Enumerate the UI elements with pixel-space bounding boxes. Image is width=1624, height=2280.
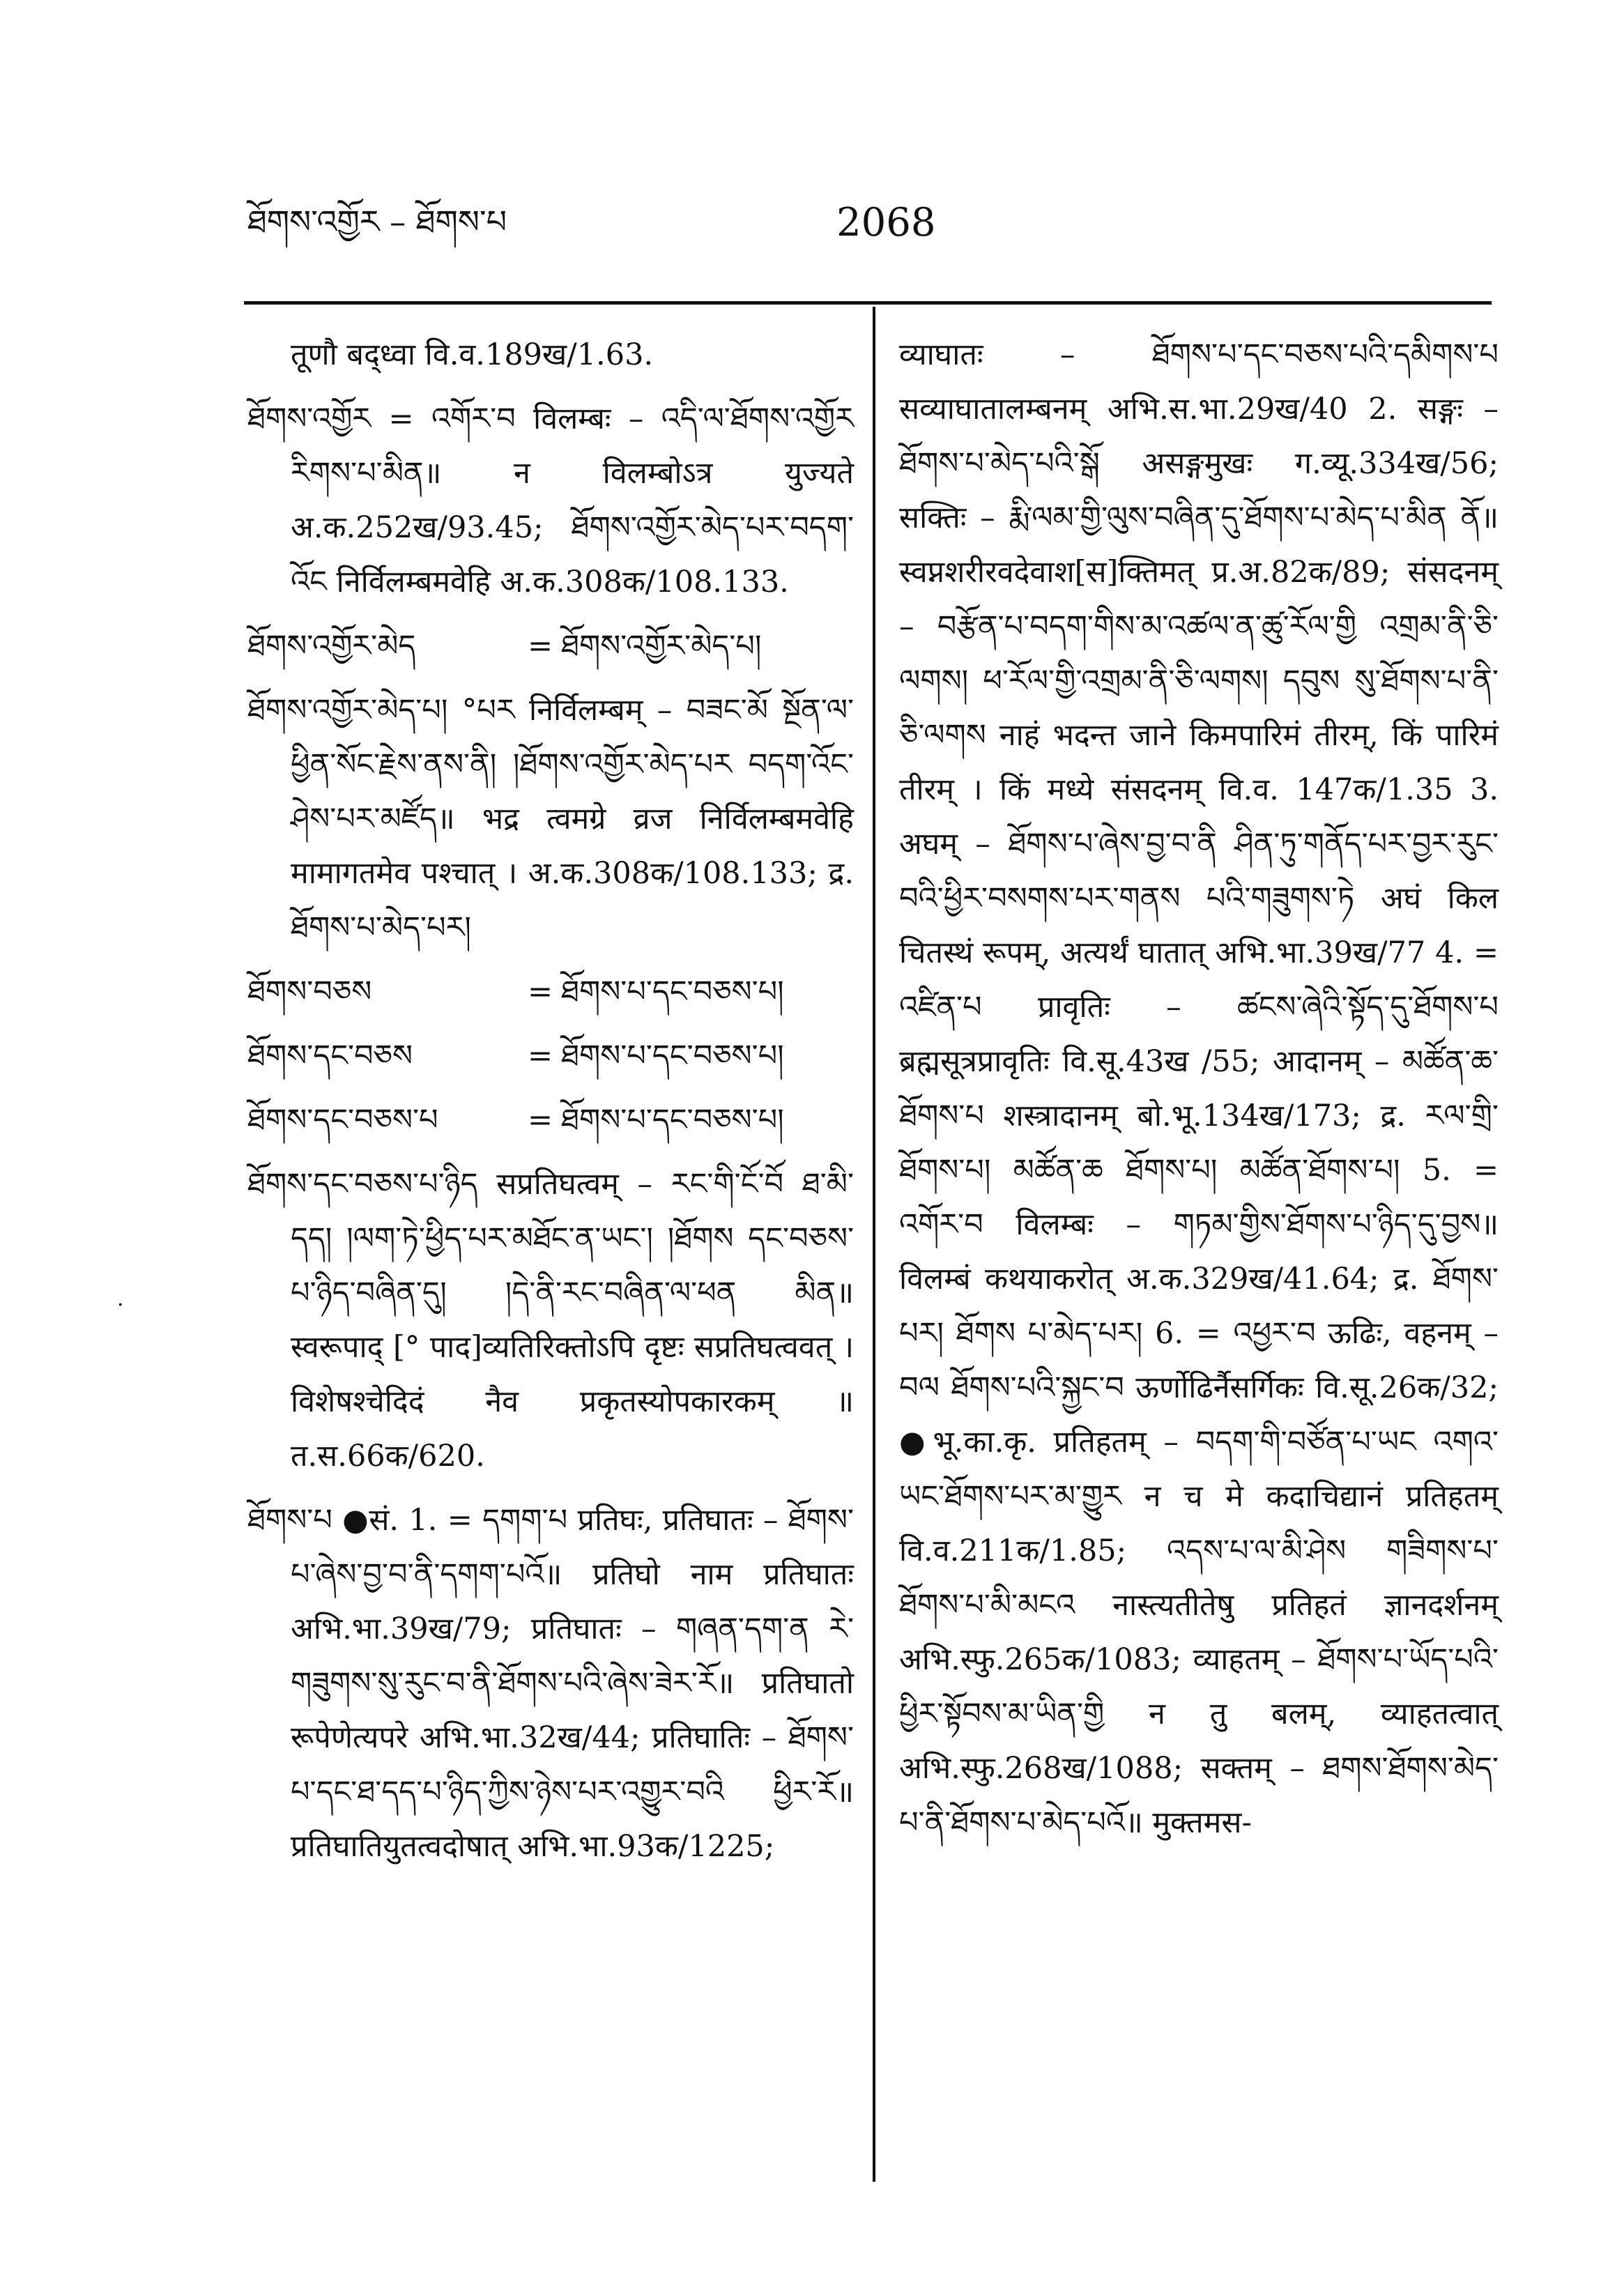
page-number: 2068	[836, 200, 936, 245]
margin-mark: ·	[117, 1293, 124, 1317]
entry-text: तूणौ बद्ध्वा वि.व.189ख/1.63.	[291, 337, 654, 372]
dictionary-entry	[247, 392, 854, 609]
entry-continuation	[247, 328, 854, 382]
equals-sign: =	[527, 974, 553, 1009]
entry-headword: ཐོགས་བཅས	[247, 974, 372, 1009]
equals-sign: =	[527, 1039, 553, 1073]
left-column	[247, 328, 854, 1883]
column-divider	[873, 307, 875, 2182]
entry-headword: ཐོགས་དང་བཅས་པ	[247, 1103, 438, 1138]
cross-reference-entry	[247, 965, 854, 1019]
right-column	[899, 328, 1499, 1860]
entry-text: ཐོགས་འགྱོར་མེད་པ། °པར निर्विलम्बम् – བཟང་མོ སྔོན་ལ་ཕྱིན་སོང་རྗེས་ནས་ནི། །ཐོགས་འགྱོར་མེད་པར བདག་འོང་ཤེས་པར་མཛོད॥ भद्र त्वमग्रे व्रज निर्विलम्बमवेहि मामागतमेव पश्चात् । अ.क.308क/108.133; द्र. ཐོགས་པ་མེད་པར།	[247, 693, 854, 945]
cross-reference-entry	[247, 619, 854, 673]
entry-continuation	[899, 328, 1499, 1850]
entry-target: ཐོགས་པ་དང་བཅས་པ།	[561, 974, 784, 1009]
dictionary-entry	[247, 683, 854, 955]
entry-target: ཐོགས་འགྱོར་མེད་པ།	[561, 629, 762, 664]
entry-text: ཐོགས་འགྱོར = འགོར་བ विलम्बः – འདི་ལ་ཐོགས་འགྱོར རིགས་པ་མིན॥ न विलम्बोऽत्र युज्यते अ.क.252ख/93.45; ཐོགས་འགྱོར་མེད་པར་བདག་འོང निर्विलम्बमवेहि अ.क.308क/108.133.	[247, 401, 854, 599]
header-rule	[244, 301, 1492, 305]
entry-text: व्याघातः – ཐོགས་པ་དང་བཅས་པའི་དམིགས་པ सव्याघातालम्बनम् अभि.स.भा.29ख/40 2. सङ्गः – ཐོགས་པ་མེད་པའི་སྒོ असङ्गमुखः ग.व्यू.334ख/56; सक्तिः – རྨི་ལམ་གྱི་ལུས་བཞིན་དུ་ཐོགས་པ་མེད་པ་མིན ནོ॥ स्वप्नशरीरवदेवाश[स]क्तिमत् प्र.अ.82क/89; संसदनम् – བརྩོན་པ་བདག་གིས་མ་འཚལ་ན་ཚུ་རོལ་གྱི འགྲམ་ནི་ཅི་ལགས། ཕ་རོལ་གྱི་འགྲམ་ནི་ཅི་ལགས། དབུས སུ་ཐོགས་པ་ནི་ཅི་ལགས नाहं भदन्त जाने किमपारिमं तीरम्, किं पारिमं तीरम् । किं मध्ये संसदनम् वि.व. 147क/1.35 3. अघम् – ཐོགས་པ་ཞེས་བྱ་བ་ནི ཤིན་ཏུ་གནོད་པར་བྱར་རུང་བའི་ཕྱིར་བསགས་པར་གནས པའི་གཟུགས་ཏེ अघं किल चितस्थं रूपम्, अत्यर्थं घातात् अभि.भा.39ख/77 4. = འཛིན་པ प्रावृतिः – ཚངས་ཞེའི་སྟོད་དུ་ཐོགས་པ ब्रह्मसूत्रप्रावृतिः वि.सू.43ख /55; आदानम् – མཚོན་ཆ་ཐོགས་པ शस्त्रादानम् बो.भू.134ख/173; द्र. རལ་གྲི་ཐོགས་པ། མཚོན་ཆ ཐོགས་པ། མཚོན་ཐོགས་པ། 5. = འགོར་བ विलम्बः – གཏམ་གྱིས་ཐོགས་པ་ཉིད་དུ་བྱས॥ विलम्बं कथयाकरोत् अ.क.329ख/41.64; द्र. ཐོགས་པར། ཐོགས པ་མེད་པར། 6. = འཕྱར་བ ऊढिः, वहनम् – བལ ཐོགས་པའི་སྐྱང་བ ऊर्णोढिर्नैसर्गिकः वि.सू.26क/32; ●भू.का.कृ. प्रतिहतम् – བདག་གི་བཙོན་པ་ཡང འགའ་ཡང་ཐོགས་པར་མ་གྱུར न च मे कदाचिद्यानं प्रतिहतम् वि.व.211क/1.85; འདས་པ་ལ་མི་ཤེས གཟིགས་པ་ཐོགས་པ་མི་མངའ नास्त्यतीतेषु प्रतिहतं ज्ञानदर्शनम् अभि.स्फु.265क/1083; व्याहतम् – ཐོགས་པ་ཡོད་པའི་ཕྱིར་སྟོབས་མ་ཡིན་གྱི न तु बलम्, व्याहतत्वात् अभि.स्फु.268ख/1088; सक्तम् – ཐགས་ཐོགས་མེད་པ་ནི་ཐོགས་པ་མེད་པའོ॥ मुक्तमस-	[899, 337, 1499, 1840]
entry-target: ཐོགས་པ་དང་བཅས་པ།	[561, 1103, 784, 1138]
cross-reference-entry	[247, 1029, 854, 1083]
equals-sign: =	[527, 629, 553, 664]
equals-sign: =	[527, 1103, 553, 1138]
dictionary-entry	[247, 1493, 854, 1874]
dictionary-entry	[247, 1157, 854, 1483]
running-head: ཐོགས་འགྱོར – ཐོགས་པ	[247, 203, 507, 240]
entry-text: ཐོགས་དང་བཅས་པ་ཉིད सप्रतिघत्वम् – རང་གི་ངོ་བོ ཐ་མི་དད། །ལག་ཏེ་ཕྱིད་པར་མཐོང་ན་ཡང་། །ཐོགས དང་བཅས་པ་ཉིད་བཞིན་དུ། །དེ་ནི་རང་བཞིན་ལ་ཕན མིན॥ स्वरूपाद् [° पाद]व्यतिरिक्तोऽपि दृष्टः सप्रतिघत्ववत् । विशेषश्चेदिदं नैव प्रकृतस्योपकारकम् ॥ त.स.66क/620.	[247, 1167, 854, 1474]
entry-text: ཐོགས་པ ●सं. 1. = དགག་པ प्रतिघः, प्रतिघातः – ཐོགས་པ་ཞེས་བྱ་བ་ནི་དགག་པའོ॥ प्रतिघो नाम प्रतिघातः अभि.भा.39ख/79; प्रतिघातः – གཞན་དག་ན རེ་གཟུགས་སུ་རུང་བ་ནི་ཐོགས་པའི་ཞེས་ཟེར་རོ॥ प्रतिघातो रूपेणेत्यपरे अभि.भा.32ख/44; प्रतिघातिः – ཐོགས་པ་དང་ཐ་དད་པ་ཉིད་ཀྱིས་ཉེས་པར་འགྱུར་བའི ཕྱིར་རོ॥ प्रतिघातियुतत्वदोषात् अभि.भा.93क/1225;	[247, 1503, 854, 1864]
entry-headword: ཐོགས་འགྱོར་མེད	[247, 629, 416, 664]
entry-headword: ཐོགས་དང་བཅས	[247, 1039, 413, 1073]
cross-reference-entry	[247, 1093, 854, 1147]
entry-target: ཐོགས་པ་དང་བཅས་པ།	[561, 1039, 784, 1073]
